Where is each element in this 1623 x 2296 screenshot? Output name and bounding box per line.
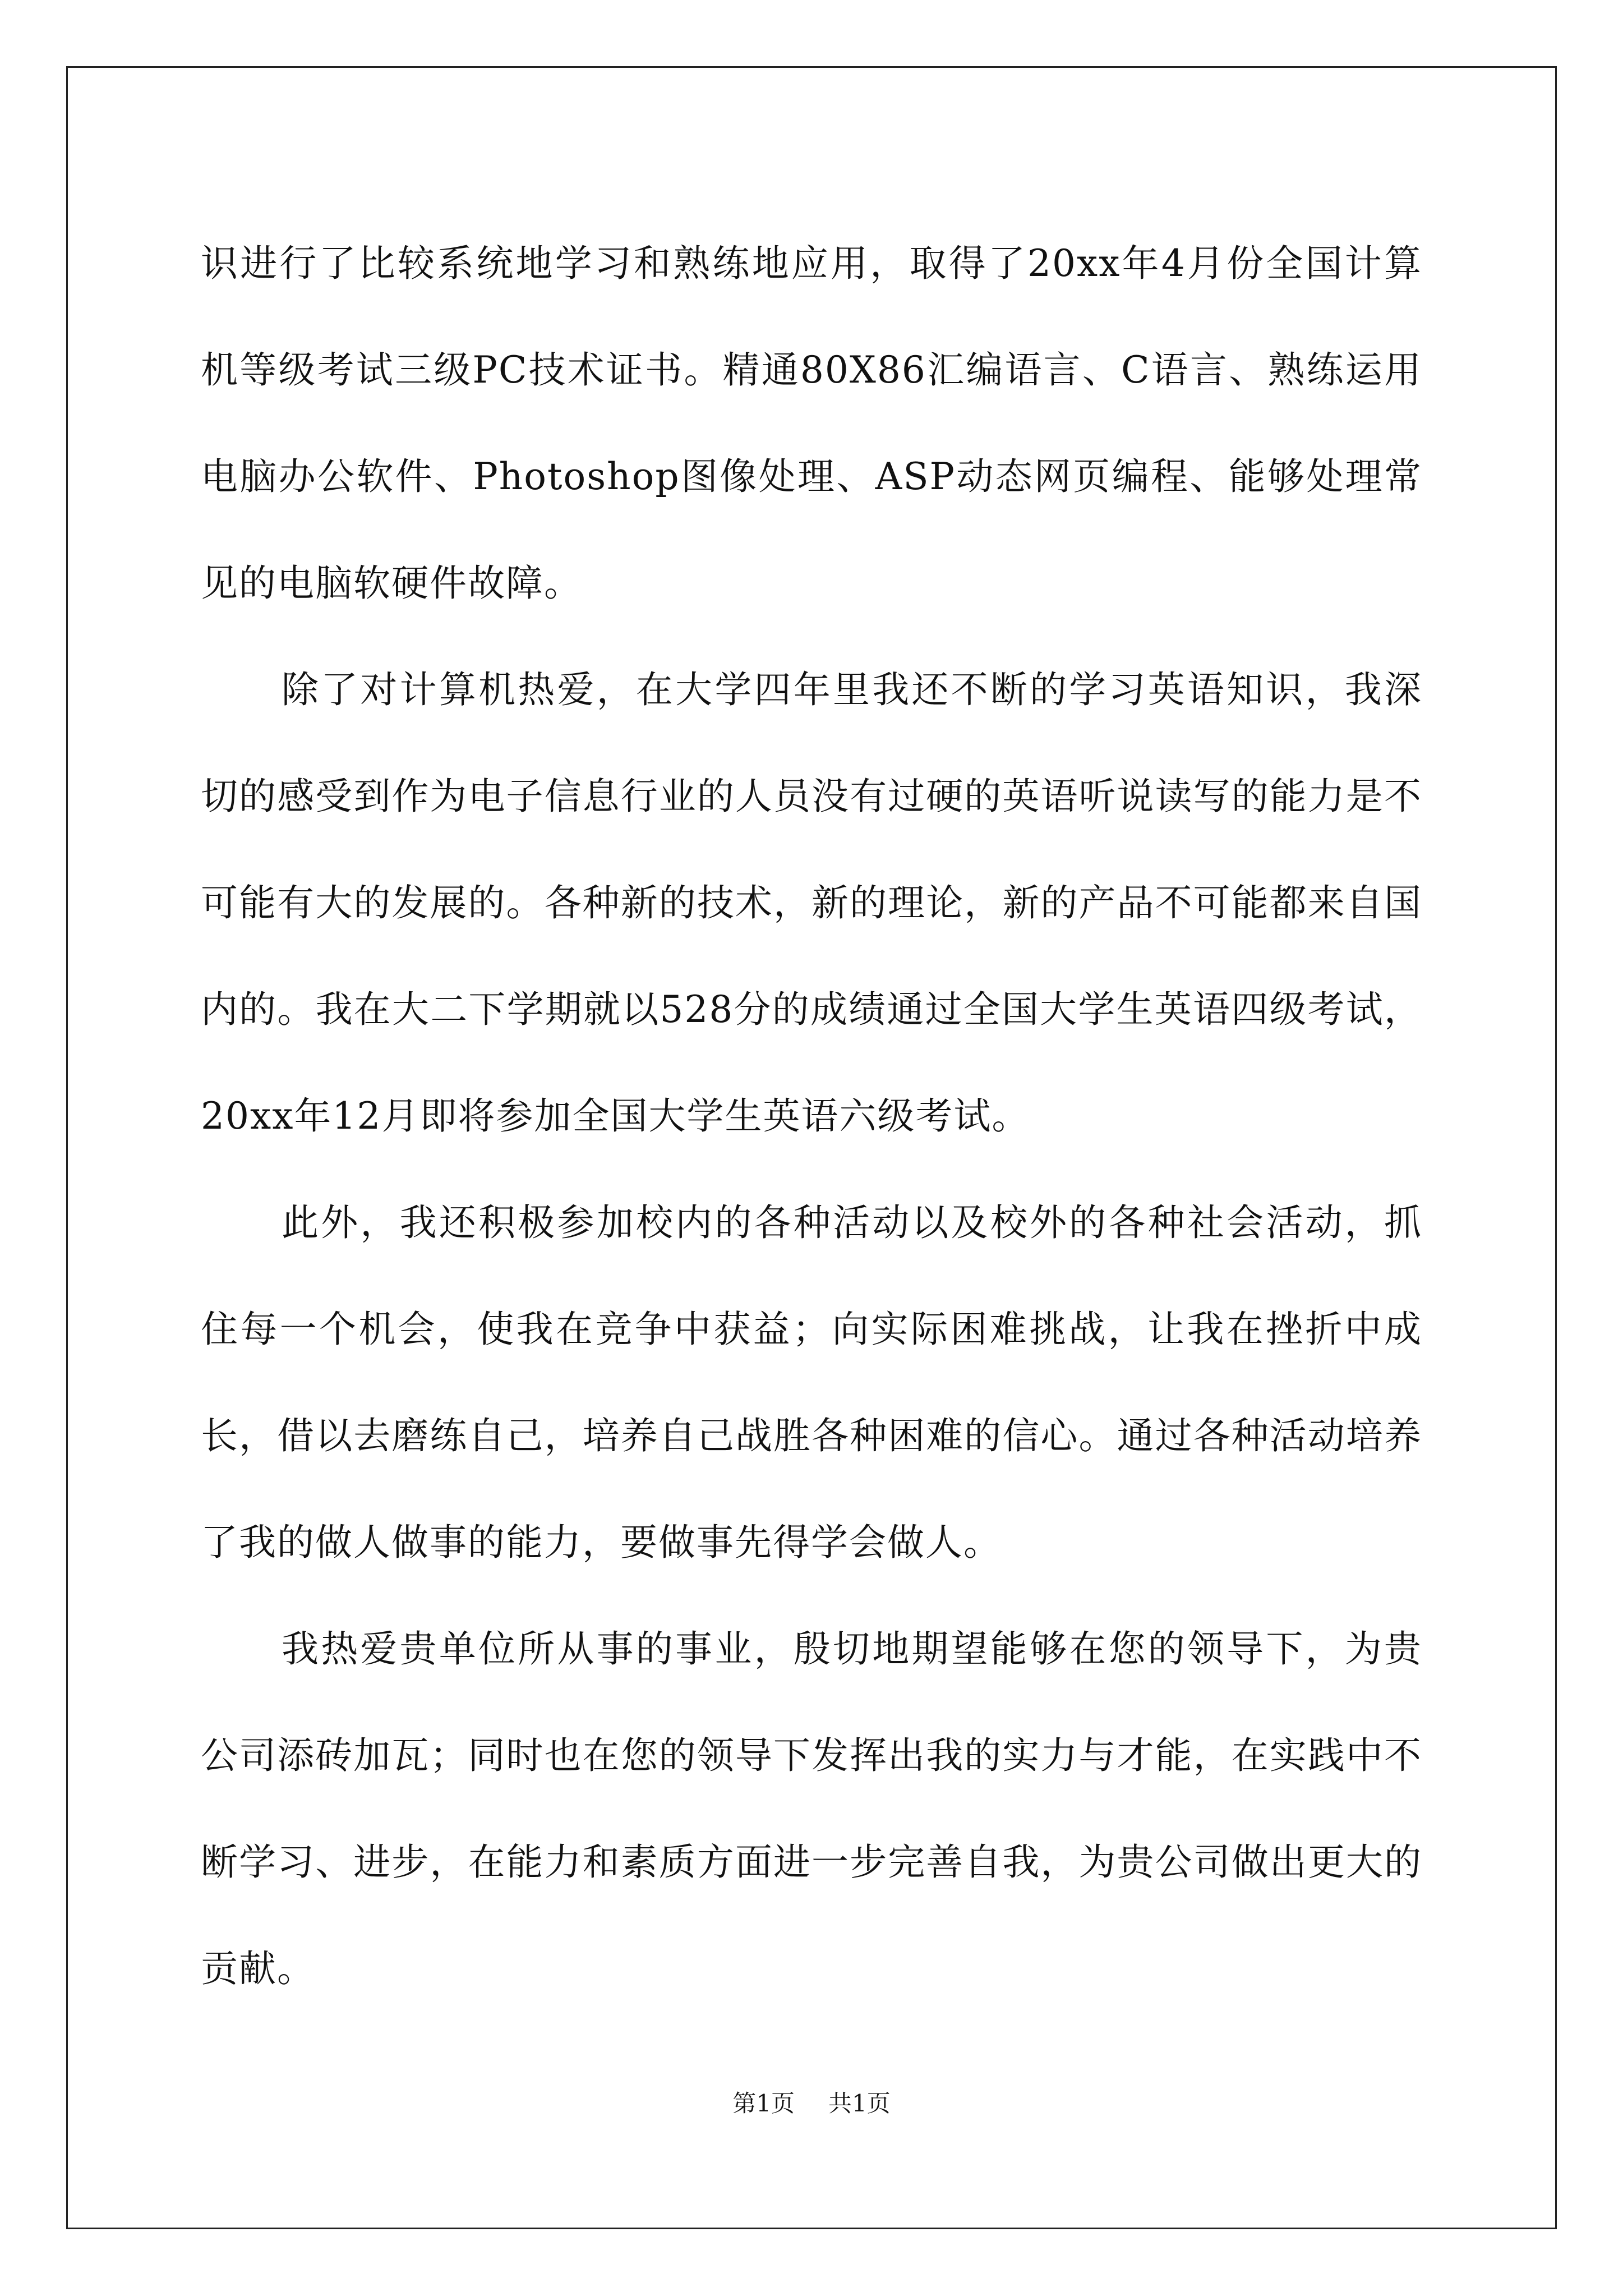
paragraph-closing: 我热爱贵单位所从事的事业，殷切地期望能够在您的领导下，为贵公司添砖加瓦；同时也在您的领导下发挥出我的实力与才能，在实践中不断学习、进步，在能力和素质方面进一步完善自我，为贵公司做出更大的贡献。 xyxy=(201,1627,1422,1990)
paragraph-english-skills: 除了对计算机热爱，在大学四年里我还不断的学习英语知识，我深切的感受到作为电子信息行业的人员没有过硬的英语听说读写的能力是不可能有大的发展的。各种新的技术，新的理论，新的产品不可能都来自国内的。我在大二下学期就以528分的成绩通过全国大学生英语四级考试，20xx年12月即将参加全国大学生英语六级考试。 xyxy=(201,668,1422,1138)
document-body xyxy=(201,210,1422,2022)
paragraph-activities: 此外，我还积极参加校内的各种活动以及校外的各种社会活动，抓住每一个机会，使我在竞争中获益；向实际困难挑战，让我在挫折中成长，借以去磨练自己，培养自己战胜各种困难的信心。通过各种活动培养了我的做人做事的能力，要做事先得学会做人。 xyxy=(201,1201,1422,1564)
page-number: 第1页 xyxy=(732,2090,795,2117)
page-footer xyxy=(0,2087,1623,2120)
page-total: 共1页 xyxy=(828,2090,891,2117)
paragraph-continued: 识进行了比较系统地学习和熟练地应用，取得了20xx年4月份全国计算机等级考试三级PC技术证书。精通80X86汇编语言、C语言、熟练运用电脑办公软件、Photoshop图像处理、ASP动态网页编程、能够处理常见的电脑软硬件故障。 xyxy=(201,242,1422,605)
